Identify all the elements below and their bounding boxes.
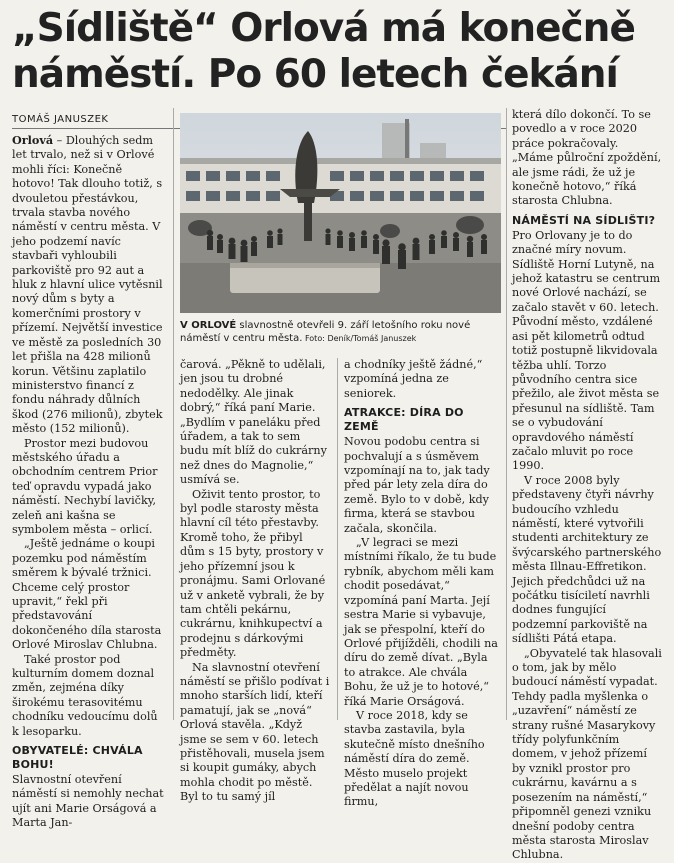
paragraph: V roce 2008 byly představeny čtyři návrhy budoucího vzhledu náměstí, které vytvořili studenti architektury ze švýcarského partnerského města Illnau-Effretikon. Jejich předchůdci už na počátku tisíciletí navrhli dodnes fungující podzemní parkoviště na sídlišti Pátá etapa. (512, 473, 662, 646)
paragraph: „Ještě jednáme o koupi pozemku pod náměstím směrem k bývalé tržnici. Chceme celý prostor upravit,“ řekl při představování dokončeného díla starosta Orlové Miroslav Chlubna. (12, 537, 162, 652)
article-byline: TOMÁŠ JANUSZEK (12, 114, 109, 125)
article-column-2 (180, 358, 330, 804)
article-column-1 (12, 133, 167, 830)
photo-credit: Foto: Deník/Tomáš Januszek (302, 334, 417, 343)
paragraph: Na slavnostní otevření náměstí se přišlo podívat i mnoho starších lidí, kteří pamatují, jak se „nová“ Orlová stavěla. „Když jsme se sem v 60. letech přistěhovali, musela jsem si koupit gumáky, abych mohla chodit po městě. Byl to tu samý jíl (180, 660, 330, 804)
town-square-photo-illustration (180, 113, 501, 313)
article-column-4 (512, 108, 662, 862)
paragraph: Slavnostní otevření náměstí si nemohly nechat ujít ani Marie Orságová a Marta Jan- (12, 773, 164, 830)
paragraph: Také prostor pod kulturním domem doznal změn, zejména díky širokému terasovitému chodníku vedoucímu dolů k lesoparku. (12, 652, 158, 738)
subheading: OBYVATELÉ: CHVÁLA BOHU! (12, 744, 143, 772)
column-divider (506, 108, 507, 720)
paragraph: „Obyvatelé tak hlasovali o tom, jak by mělo budoucí náměstí vypadat. Tehdy padla myšlenka o „uzavření“ náměstí ze strany rušné Masarykovy třídy polyfunkčním domem, v jehož přízemí by vznikl prostor pro cukrárnu, kavárnu a s posezením na náměstí,“ připomněl genezi vzniku dnešní podoby centra města starosta Miroslav Chlubna. (512, 646, 662, 862)
paragraph: V roce 2018, kdy se stavba zastavila, byla skutečně místo dnešního náměstí díra do země. Město muselo projekt předělat a najít novou firmu, (344, 708, 485, 809)
paragraph: čarová. „Pěkně to udělali, jen jsou tu drobné nedodělky. Ale jinak dobrý,“ říká paní Marie. „Bydlím v paneláku před úřadem, a tak to sem budu mít blíž do cukrárny než dnes do Magnolie,“ usmívá se. (180, 358, 327, 487)
article-headline: „Sídliště“ Orlová má konečně náměstí. Po 60 letech čekání (12, 6, 635, 97)
paragraph: Pro Orlovany je to do značné míry novum. Sídliště Horní Lutyně, na jehož katastru se centrum nové Orlové nachází, se začalo stavět v 60. letech. Původní město, vzdálené asi pět kilometrů odtud totiž postupně likvidovala těžba uhlí. Torzo původního centra sice přežilo, ale život města se přesunul na sídliště. Tam se o vybudování opravdového náměstí začalo mluvit po roce 1990. (512, 228, 661, 473)
subheading: NÁMĚSTÍ NA SÍDLIŠTI? (512, 213, 656, 227)
paragraph: která dílo dokončí. To se povedlo a v roce 2020 práce pokračovaly. „Máme půlroční zpoždění, ale jsme rádi, že už je konečně hotovo,“ říká starosta Chlubna. (512, 108, 662, 208)
caption-lead: V ORLOVÉ (180, 320, 237, 331)
article-photo (180, 113, 501, 313)
column-divider (337, 358, 338, 720)
paragraph: a chodníky ještě žádné,“ vzpomíná jedna ze seniorek. (344, 358, 483, 400)
subheading: ATRAKCE: DÍRA DO ZEMĚ (344, 406, 464, 434)
dateline: Orlová (12, 133, 54, 147)
paragraph: Orlová – Dlouhých sedm let trvalo, než si v Orlové mohli říci: Konečně hotovo! Tak dlouho totiž, s dvouletou přestávkou, trvala stavba nového náměstí v centru města. V jeho podzemí navíc stavbaři vyhloubili parkoviště pro 92 aut a hluk z hlavní ulice vytěsnil nový dům s byty a komerčními prostory v přízemí. Největší investice ve městě za posledních 30 let přišla na 428 milionů korun. Většinu zaplatilo ministerstvo financí z fondu náhrady důlních škod (276 milionů), zbytek město (152 milionů). (12, 133, 163, 436)
article-column-3 (344, 358, 498, 809)
paragraph: Novou podobu centra si pochvalují a s úsměvem vzpomínají na to, jak tady před pár lety zela díra do země. Bylo to v době, kdy firma, která se stavbou začala, skončila. (344, 435, 490, 535)
paragraph: „V legraci se mezi místními říkalo, že tu bude rybník, abychom měli kam chodit posedávat,“ vzpomíná paní Marta. Její sestra Marie si vybavuje, jak se přespolní, kteří do Orlové přijížděli, chodili na díru do země dívat. „Byla to atrakce. Ale chvála Bohu, že už je to hotové,“ říká Marie Orságová. (344, 536, 498, 708)
column-divider (173, 108, 174, 720)
paragraph: Oživit tento prostor, to byl podle starosty města hlavní cíl této přestavby. Kromě toho, že přibyl dům s 15 byty, prostory v jeho přízemní jsou k pronájmu. Sami Orlované už v anketě vybrali, že by tam chtěli pekárnu, cukrárnu, knihkupectví a prodejnu s dárkovými předměty. (180, 487, 326, 660)
paragraph: Prostor mezi budovou městského úřadu a obchodním centrem Prior teď opravdu vypadá jako náměstí. Nechybí lavičky, zeleň ani kašna se symbolem města – orlicí. (12, 436, 158, 536)
photo-caption (180, 319, 501, 345)
caption-text: slavnostně otevřeli 9. září letošního roku nové náměstí v centru města. (180, 320, 471, 344)
